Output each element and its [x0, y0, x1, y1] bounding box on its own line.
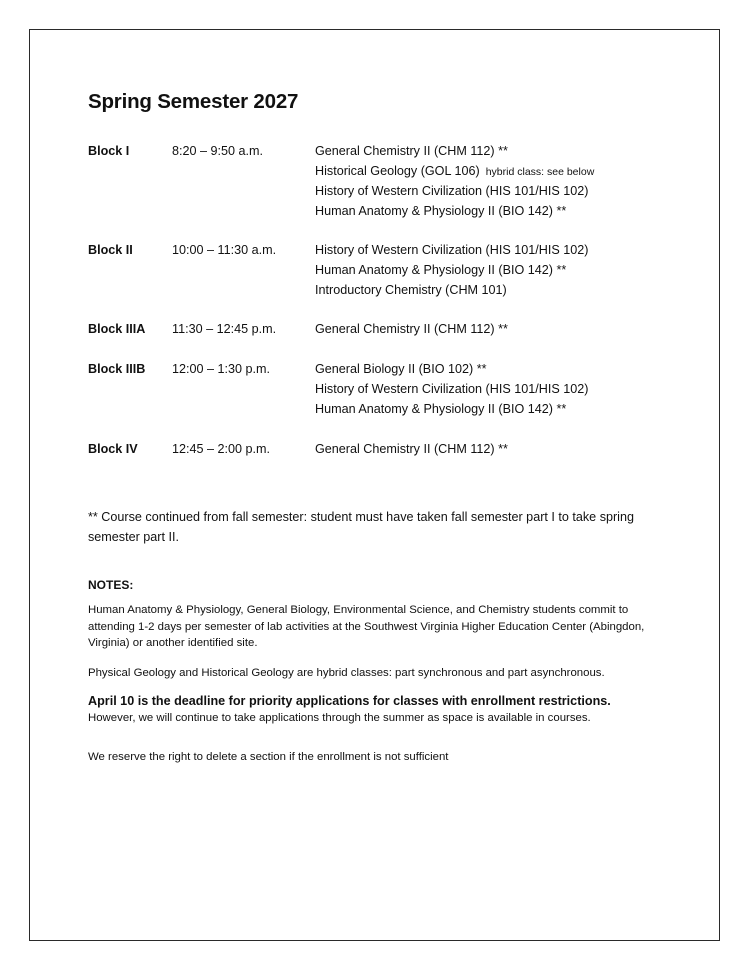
block-time: 10:00 – 11:30 a.m. — [172, 243, 277, 257]
note-deadline: April 10 is the deadline for priority applications for classes with enrollment restrictions. — [88, 694, 611, 708]
course-item — [315, 201, 594, 221]
course-list — [315, 240, 588, 300]
block-time: 8:20 – 9:50 a.m. — [172, 144, 264, 158]
block-time: 11:30 – 12:45 p.m. — [172, 322, 277, 336]
block-label: Block IV — [88, 442, 138, 456]
note-lab-activities: Human Anatomy & Physiology, General Biology, Environmental Science, and Chemistry students commit to attending 1-2 days per semester of lab activities at the Southwest Virginia Higher Education Center (Abingdon, Virginia) or another identified site. — [88, 604, 645, 649]
course-item — [315, 280, 588, 300]
course-item — [315, 260, 588, 280]
course-name: General Chemistry II (CHM 112) ** — [315, 144, 508, 158]
course-name: History of Western Civilization (HIS 101/HIS 102) — [315, 243, 589, 257]
course-list — [315, 319, 508, 339]
note-continue-applications: However, we will continue to take applications through the summer as space is available in courses. — [88, 712, 591, 724]
course-item — [315, 399, 588, 419]
page-title: Spring Semester 2027 — [88, 90, 299, 113]
course-name: Human Anatomy & Physiology II (BIO 142) ** — [315, 263, 567, 277]
course-item — [315, 161, 594, 181]
block-time: 12:45 – 2:00 p.m. — [172, 442, 271, 456]
note-hybrid-classes: Physical Geology and Historical Geology are hybrid classes: part synchronous and part asynchronous. — [88, 667, 605, 679]
course-item — [315, 439, 508, 459]
course-name: General Chemistry II (CHM 112) ** — [315, 322, 508, 336]
course-name: Introductory Chemistry (CHM 101) — [315, 283, 507, 297]
note-reserve-right: We reserve the right to delete a section if the enrollment is not sufficient — [88, 751, 449, 763]
course-item — [315, 240, 588, 260]
block-time: 12:00 – 1:30 p.m. — [172, 362, 271, 376]
course-name: General Biology II (BIO 102) ** — [315, 362, 487, 376]
course-name: Human Anatomy & Physiology II (BIO 142) ** — [315, 204, 567, 218]
course-item — [315, 319, 508, 339]
course-list — [315, 439, 508, 459]
block-label: Block I — [88, 144, 130, 158]
block-label: Block IIIB — [88, 362, 146, 376]
course-list — [315, 141, 594, 221]
course-item — [315, 359, 588, 379]
course-item — [315, 379, 588, 399]
course-name: History of Western Civilization (HIS 101/HIS 102) — [315, 382, 589, 396]
course-list — [315, 359, 588, 419]
course-name: Human Anatomy & Physiology II (BIO 142) ** — [315, 402, 567, 416]
course-name: General Chemistry II (CHM 112) ** — [315, 442, 508, 456]
notes-heading: NOTES: — [88, 578, 134, 592]
course-item — [315, 141, 594, 161]
course-note: hybrid class: see below — [485, 166, 595, 178]
course-name: Historical Geology (GOL 106) — [315, 164, 480, 178]
course-name: History of Western Civilization (HIS 101/HIS 102) — [315, 184, 589, 198]
footnote: ** Course continued from fall semester: student must have taken fall semester part I to take spring semester part II. — [88, 510, 634, 544]
course-item — [315, 181, 594, 201]
block-label: Block II — [88, 243, 133, 257]
block-label: Block IIIA — [88, 322, 146, 336]
